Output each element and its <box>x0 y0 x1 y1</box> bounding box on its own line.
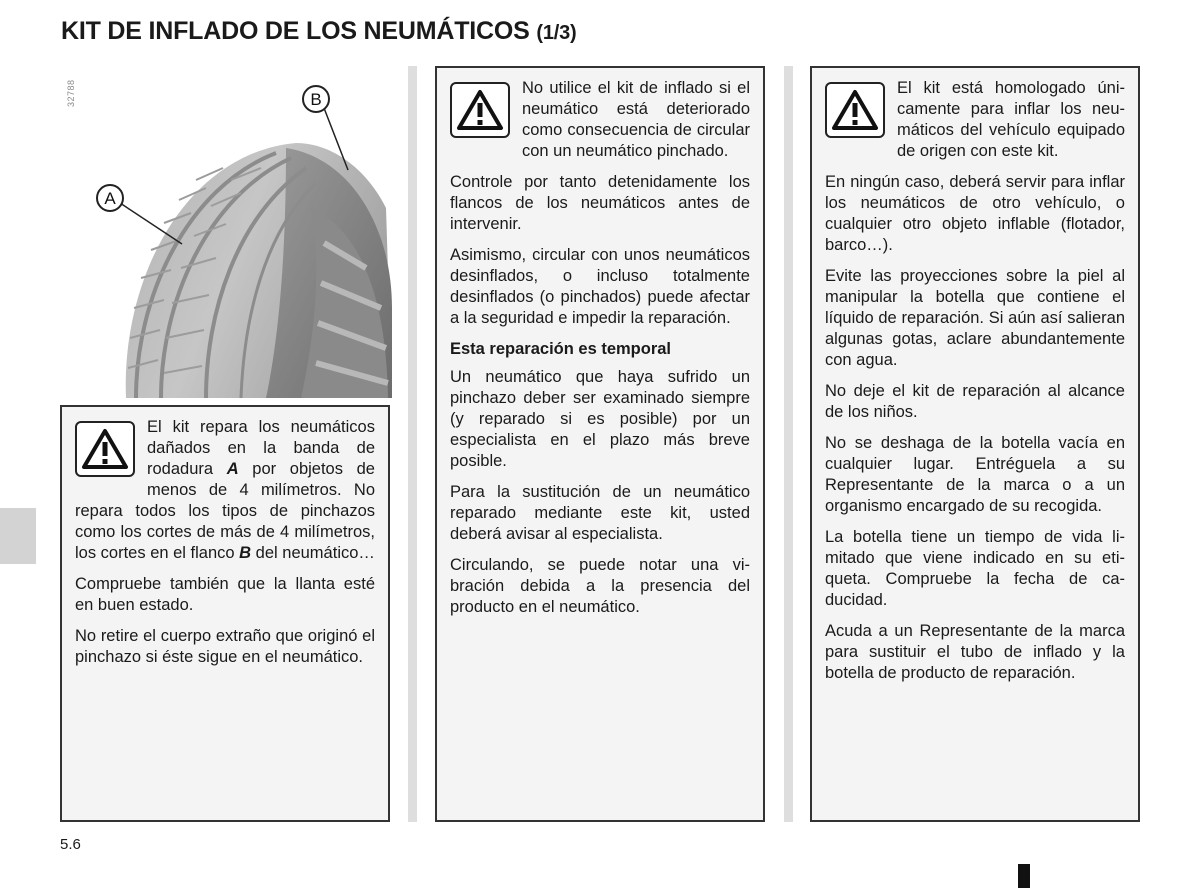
warning-box-middle <box>435 66 765 822</box>
title-part: (1/3) <box>536 22 577 44</box>
right-paragraph-2: En ningún caso, deberá servir para inflar los neumáticos de otro vehículo, o cualquier otro objeto inflable (flotador, barco…). <box>825 173 1125 254</box>
middle-warning-text: No utilice el kit de inflado si el neumático está deteriorado como consecuencia de circular con un neumático pinchado. <box>522 79 750 160</box>
right-paragraph-4: No deje el kit de reparación al alcance de los niños. <box>825 382 1125 421</box>
label-b: B <box>310 90 322 109</box>
page-edge-marker <box>1018 864 1030 888</box>
middle-paragraph-3: Asimismo, circular con unos neumáticos desinflados, o incluso totalmente desinflados (o pinchados) puede afectar a la seguridad e impedir la reparación. <box>450 246 750 327</box>
left-intro-text-2: por objetos de menos de 4 milímetros. No repara todos los tipos de pinchazos como los cortes de más de 4 milímetros, los cortes en el flanco <box>75 460 375 562</box>
warning-triangle-icon <box>450 82 510 138</box>
title-main: KIT DE INFLADO DE LOS NEUMÁTICOS <box>61 17 530 45</box>
left-ref-a: A <box>226 460 239 478</box>
warning-box-right <box>810 66 1140 822</box>
left-intro-text-1: El kit repara los neumáticos dañados en la banda de rodadura <box>147 418 375 478</box>
middle-paragraph-4: Un neumático que haya sufrido un pinchazo deber ser examinado siempre (y reparado si es posible) por un especialista en el plazo más breve posible. <box>450 368 750 470</box>
tire-drawing <box>66 68 392 398</box>
middle-heading: Esta reparación es temporal <box>450 340 672 358</box>
middle-paragraph-5: Para la sustitución de un neumático reparado mediante este kit, usted deberá avisar al especialista. <box>450 483 750 543</box>
warning-triangle-icon <box>75 421 135 477</box>
left-paragraph-3: No retire el cuerpo extraño que originó el pinchazo si éste sigue en el neumático. <box>75 627 375 666</box>
callout-line-a <box>114 199 182 244</box>
column-divider <box>408 66 417 822</box>
middle-paragraph-2: Controle por tanto detenidamente los flancos de los neumáticos antes de intervenir. <box>450 173 750 233</box>
right-warning-text: El kit está homologado únicamente para inflar los neumáticos del vehículo equipado de origen con este kit. <box>897 79 1125 160</box>
left-paragraph-2: Compruebe también que la llanta esté en buen estado. <box>75 575 375 614</box>
warning-box-left <box>60 405 390 822</box>
page-number: 5.6 <box>60 836 81 853</box>
left-ref-b: B <box>239 544 252 562</box>
figure-ref-number: 32788 <box>66 79 76 107</box>
middle-paragraph-6: Circulando, se puede notar una vibración debida a la presencia del producto en el neumático. <box>450 556 750 616</box>
right-paragraph-3: Evite las proyecciones sobre la piel al manipular la botella que contiene el líquido de reparación. Si aún así salieran algunas gotas, aclare abundantemente con agua. <box>825 267 1125 369</box>
section-tab <box>0 508 36 564</box>
right-paragraph-5: No se deshaga de la botella vacía en cualquier lugar. Entréguela a su Representante de la marca o a un organismo encargado de su recogida. <box>825 434 1125 515</box>
column-divider <box>784 66 793 822</box>
page-title <box>61 17 576 46</box>
left-intro-text-3: del neumático… <box>251 544 375 562</box>
warning-triangle-icon <box>825 82 885 138</box>
right-paragraph-6: La botella tiene un tiempo de vida limitado que viene indicado en su etiqueta. Compruebe la fecha de caducidad. <box>825 528 1125 609</box>
right-paragraph-7: Acuda a un Representante de la marca para sustituir el tubo de inflado y la botella de producto de reparación. <box>825 622 1125 682</box>
tire-illustration <box>66 68 392 398</box>
label-a: A <box>104 189 116 208</box>
